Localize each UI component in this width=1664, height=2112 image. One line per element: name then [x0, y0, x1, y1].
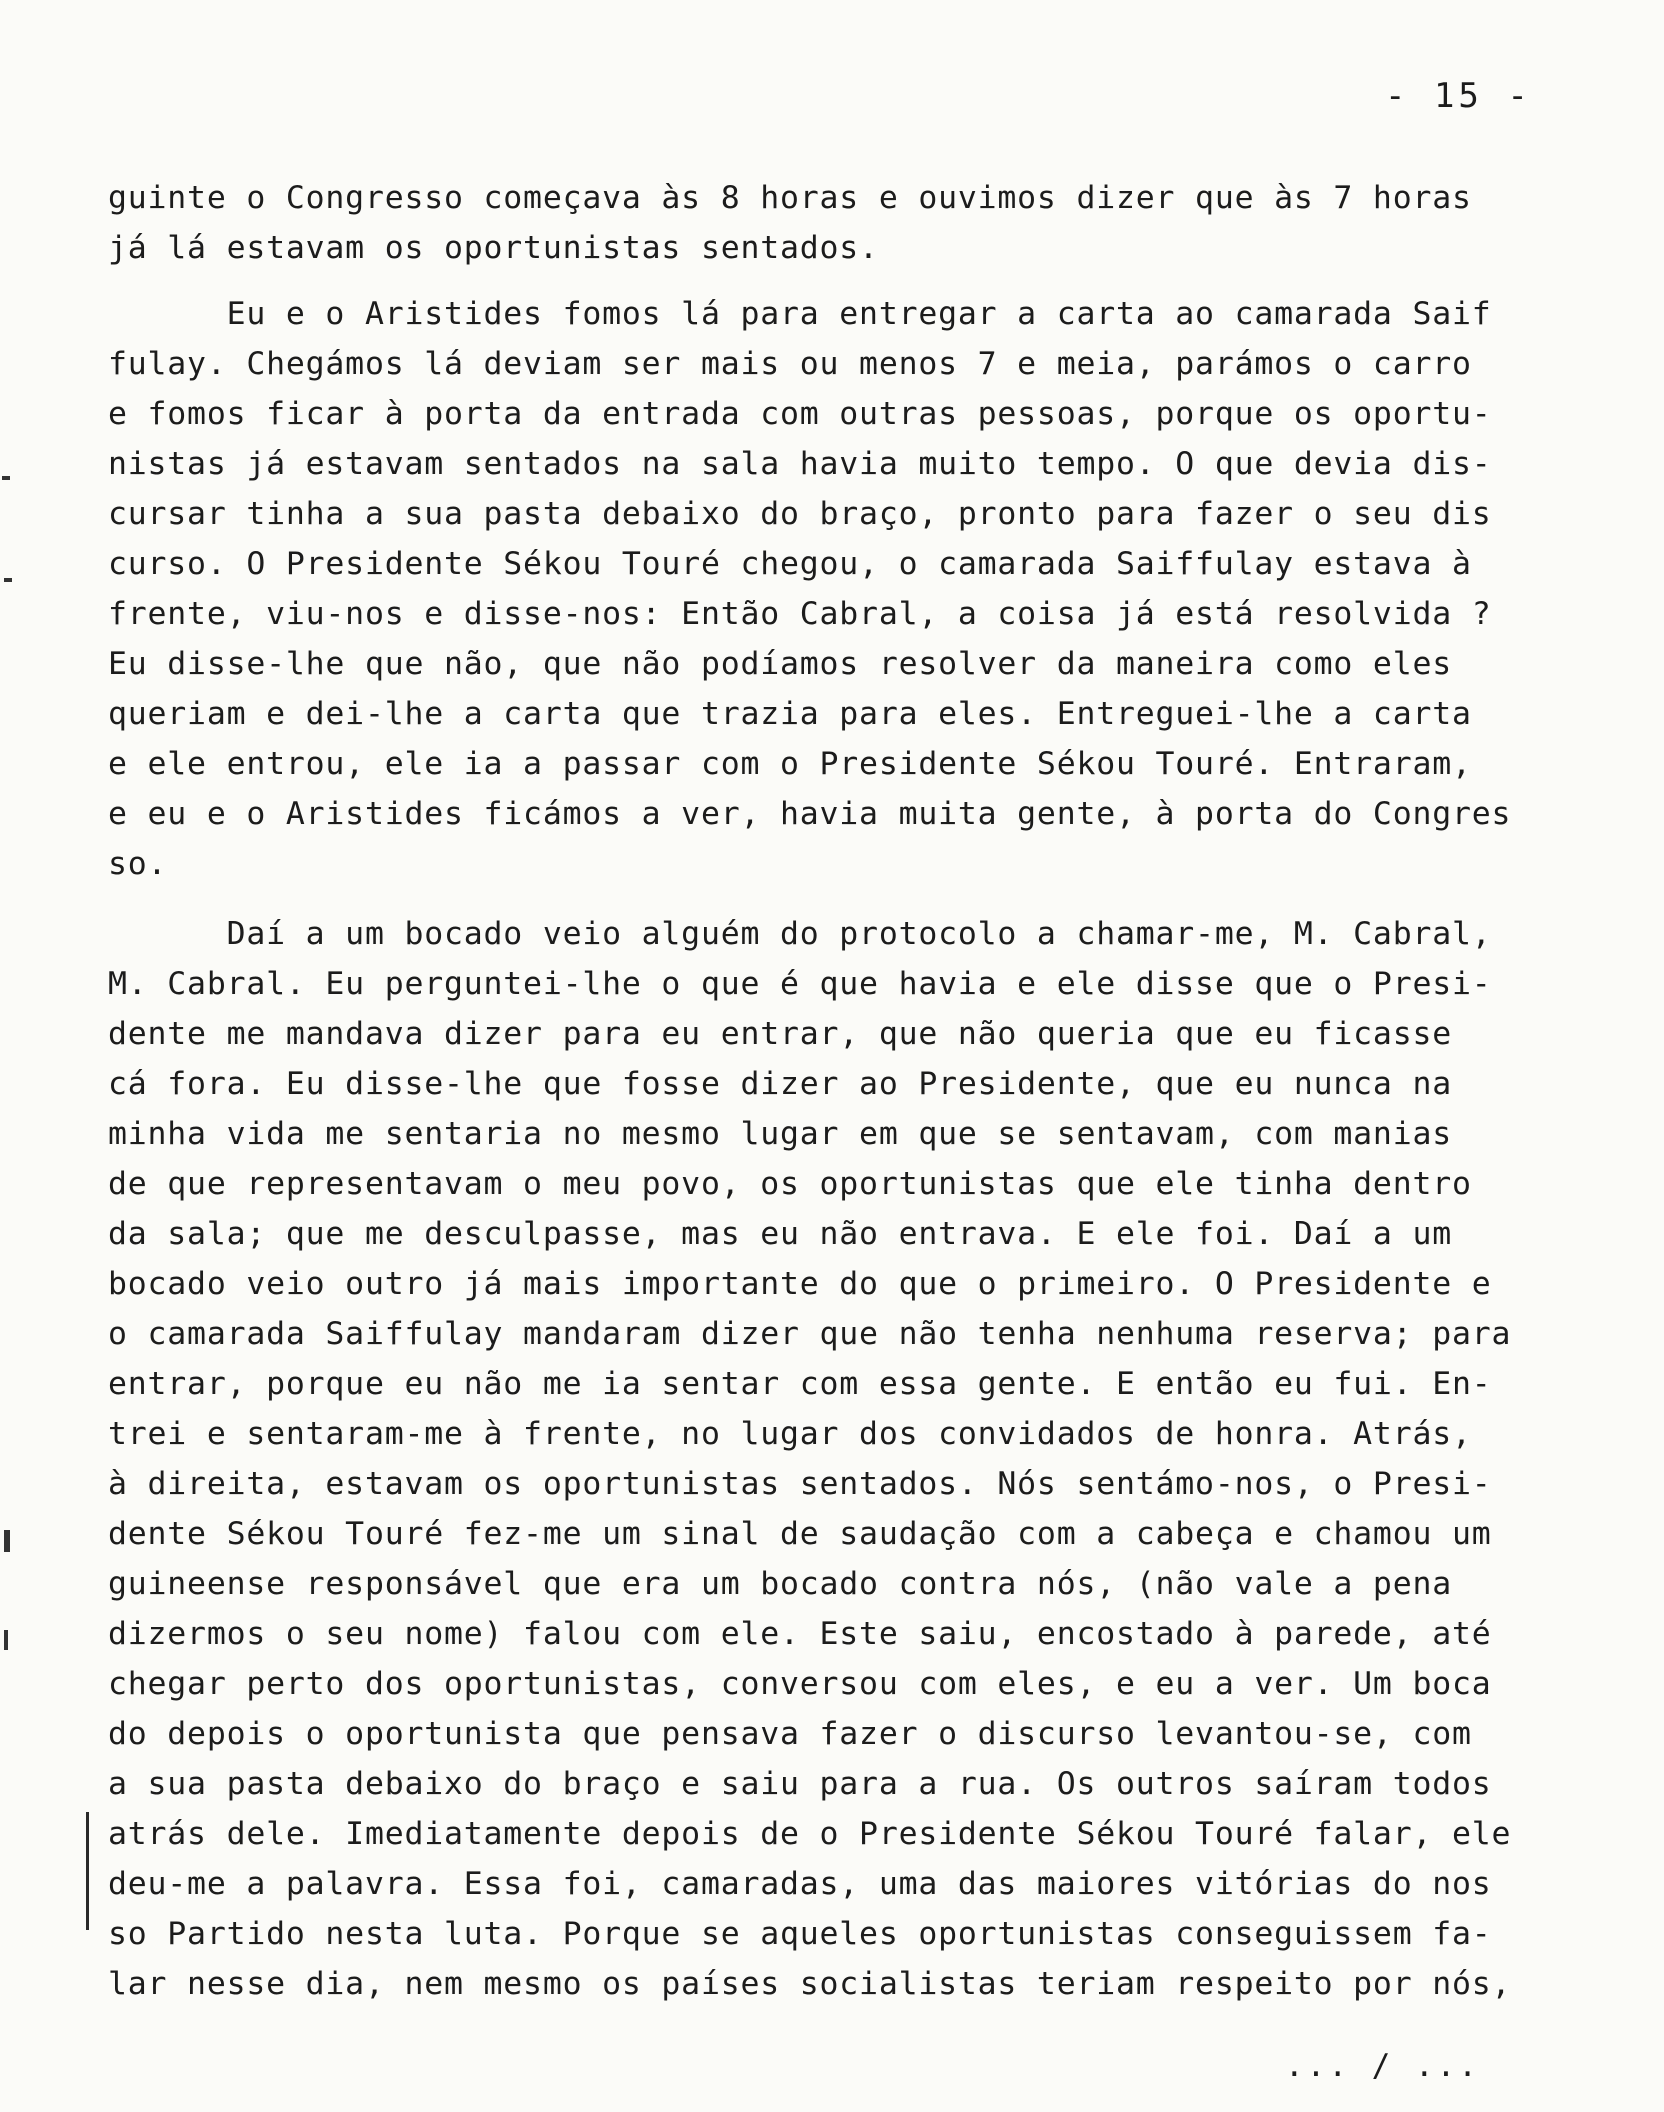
text-line: minha vida me sentaria no mesmo lugar em que se sentavam, com manias	[108, 1116, 1452, 1152]
continuation-mark: ... / ...	[1285, 2048, 1480, 2084]
text-line: so.	[108, 846, 168, 882]
text-line: Eu disse-lhe que não, que não podíamos resolver da maneira como eles	[108, 646, 1452, 682]
margin-tick	[4, 578, 12, 582]
text-line: deu-me a palavra. Essa foi, camaradas, uma das maiores vitórias do nos	[108, 1866, 1492, 1902]
text-line: de que representavam o meu povo, os oportunistas que ele tinha dentro	[108, 1166, 1472, 1202]
text-line: bocado veio outro já mais importante do que o primeiro. O Presidente e	[108, 1266, 1492, 1302]
page-number: - 15 -	[1385, 76, 1532, 116]
text-line: Eu e o Aristides fomos lá para entregar a carta ao camarada Saif	[108, 296, 1492, 332]
text-line: a sua pasta debaixo do braço e saiu para a rua. Os outros saíram todos	[108, 1766, 1492, 1802]
text-line: queriam e dei-lhe a carta que trazia para eles. Entreguei-lhe a carta	[108, 696, 1472, 732]
text-line: e ele entrou, ele ia a passar com o Presidente Sékou Touré. Entraram,	[108, 746, 1472, 782]
text-line: cursar tinha a sua pasta debaixo do braço, pronto para fazer o seu dis	[108, 496, 1492, 532]
text-line: guinte o Congresso começava às 8 horas e ouvimos dizer que às 7 horas	[108, 180, 1472, 216]
text-line: atrás dele. Imediatamente depois de o Presidente Sékou Touré falar, ele	[108, 1816, 1512, 1852]
margin-tick	[2, 476, 10, 480]
text-line: à direita, estavam os oportunistas sentados. Nós sentámo-nos, o Presi-	[108, 1466, 1492, 1502]
margin-bracket	[86, 1812, 89, 1930]
text-line: o camarada Saiffulay mandaram dizer que não tenha nenhuma reserva; para	[108, 1316, 1512, 1352]
text-line: do depois o oportunista que pensava fazer o discurso levantou-se, com	[108, 1716, 1472, 1752]
text-line: já lá estavam os oportunistas sentados.	[108, 230, 879, 266]
text-line: dente Sékou Touré fez-me um sinal de saudação com a cabeça e chamou um	[108, 1516, 1492, 1552]
text-line: trei e sentaram-me à frente, no lugar dos convidados de honra. Atrás,	[108, 1416, 1472, 1452]
text-line: nistas já estavam sentados na sala havia muito tempo. O que devia dis-	[108, 446, 1492, 482]
margin-tick	[4, 1630, 8, 1650]
text-line: so Partido nesta luta. Porque se aqueles oportunistas conseguissem fa-	[108, 1916, 1492, 1952]
text-line: M. Cabral. Eu perguntei-lhe o que é que havia e ele disse que o Presi-	[108, 966, 1492, 1002]
text-line: frente, viu-nos e disse-nos: Então Cabral, a coisa já está resolvida ?	[108, 596, 1492, 632]
text-line: lar nesse dia, nem mesmo os países socialistas teriam respeito por nós,	[108, 1966, 1512, 2002]
text-line: guineense responsável que era um bocado contra nós, (não vale a pena	[108, 1566, 1452, 1602]
text-line: dente me mandava dizer para eu entrar, que não queria que eu ficasse	[108, 1016, 1452, 1052]
text-line: entrar, porque eu não me ia sentar com essa gente. E então eu fui. En-	[108, 1366, 1492, 1402]
text-line: dizermos o seu nome) falou com ele. Este saiu, encostado à parede, até	[108, 1616, 1492, 1652]
margin-tick	[4, 1530, 10, 1552]
text-line: curso. O Presidente Sékou Touré chegou, o camarada Saiffulay estava à	[108, 546, 1472, 582]
text-line: e eu e o Aristides ficámos a ver, havia muita gente, à porta do Congres	[108, 796, 1512, 832]
text-line: Daí a um bocado veio alguém do protocolo a chamar-me, M. Cabral,	[108, 916, 1492, 952]
text-line: fulay. Chegámos lá deviam ser mais ou menos 7 e meia, parámos o carro	[108, 346, 1472, 382]
text-line: cá fora. Eu disse-lhe que fosse dizer ao Presidente, que eu nunca na	[108, 1066, 1452, 1102]
text-line: da sala; que me desculpasse, mas eu não entrava. E ele foi. Daí a um	[108, 1216, 1452, 1252]
text-line: chegar perto dos oportunistas, conversou com eles, e eu a ver. Um boca	[108, 1666, 1492, 1702]
text-line: e fomos ficar à porta da entrada com outras pessoas, porque os oportu-	[108, 396, 1492, 432]
